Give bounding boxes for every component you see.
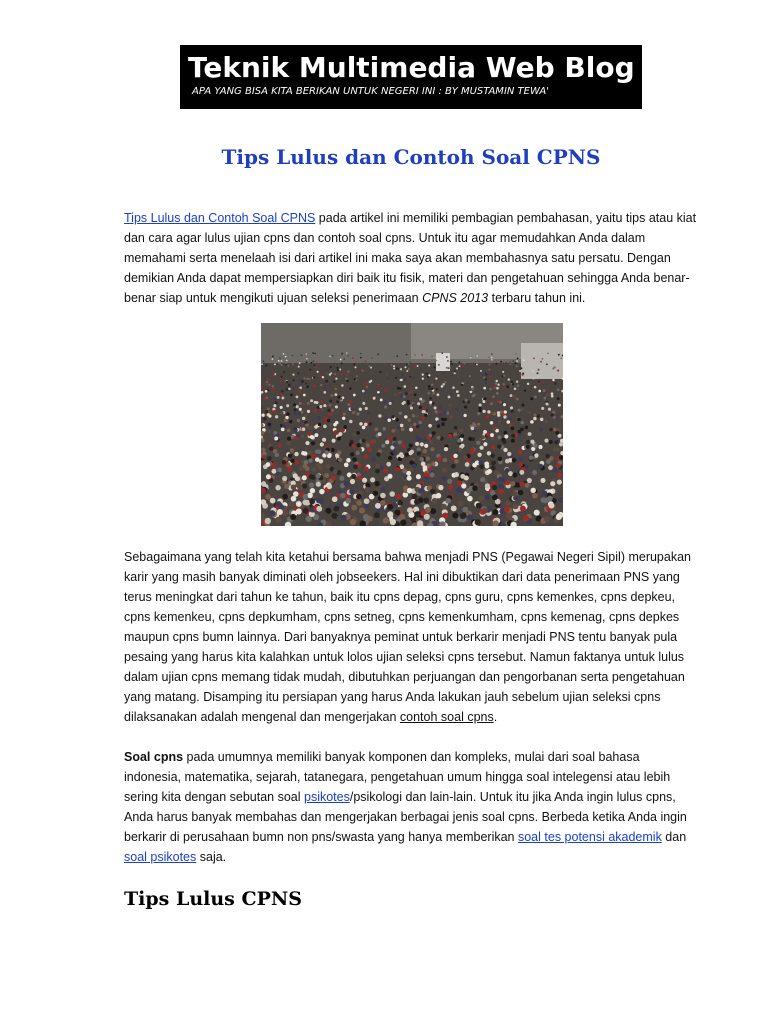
intro-text-1: pada artikel ini memiliki pembagian pembahasan, yaitu tips atau kiat dan cara agar lulus ujian cpns dan contoh soal cpns. Untuk itu agar memudahkan Anda dalam memahami serta menelaah isi dari artikel ini maka saya akan membahasnya satu persatu. Dengan demikian Anda dapat mempersiapkan diri baik itu fisik, materi dan pengetahuan sehingga Anda benar-benar siap untuk mengikuti ujuan seleksi penerimaan xyxy=(124,211,697,305)
blog-title: Teknik Multimedia Web Blog xyxy=(188,51,635,84)
para3-text-1: pada umumnya memiliki banyak komponen dan kompleks, mulai dari soal bahasa indonesia, matematika, sejarah, tatanegara, pengetahuan umum hingga soal intelegensi atau lebih sering kita dengan sebutan soal xyxy=(124,750,671,804)
contoh-soal-link[interactable]: contoh soal cpns xyxy=(399,710,494,724)
blog-tagline: APA YANG BISA KITA BERIKAN UNTUK NEGERI INI : BY MUSTAMIN TEWA' xyxy=(192,86,549,97)
intro-paragraph xyxy=(124,208,698,308)
section-heading: Tips Lulus CPNS xyxy=(124,888,302,910)
tes-potensi-akademik-link[interactable]: soal tes potensi akademik xyxy=(517,830,662,844)
psikotes-link[interactable]: psikotes xyxy=(304,790,350,804)
body-paragraph-3 xyxy=(124,747,698,867)
intro-text-2: terbaru tahun ini. xyxy=(488,291,586,305)
para2-text-1: Sebagaimana yang telah kita ketahui bersama bahwa menjadi PNS (Pegawai Negeri Sipil) merupakan karir yang masih banyak diminati oleh jobseekers. Hal ini dibuktikan dari data penerimaan PNS yang terus meningkat dari tahun ke tahun, baik itu cpns depag, cpns guru, cpns kemenkes, cpns depkeu, cpns kemenkeu, cpns depkumham, cpns setneg, cpns kemenkumham, cpns kemenag, cpns depkes maupun cpns bumn lainnya. Dari banyaknya peminat untuk berkarir menjadi PNS tentu banyak pula pesaing yang harus kita kalahkan untuk lolos ujian seleksi cpns tersebut. Namun faktanya untuk lulus dalam ujian cpns memang tidak mudah, dibutuhkan perjuangan dan pengorbanan serta pengetahuan yang matang. Disamping itu persiapan yang harus Anda lakukan jauh sebelum ujian seleksi cpns dilaksanakan adalah mengenal dan mengerjakan xyxy=(124,550,691,724)
soal-psikotes-link[interactable]: soal psikotes xyxy=(124,850,197,864)
para3-text-4: saja. xyxy=(196,850,227,864)
intro-title-link[interactable]: Tips Lulus dan Contoh Soal CPNS xyxy=(124,211,316,225)
article-title: Tips Lulus dan Contoh Soal CPNS xyxy=(221,145,601,169)
para2-text-2: . xyxy=(493,710,498,724)
para3-bold-text: Soal cpns xyxy=(124,750,184,764)
crowd-exam-photo xyxy=(261,323,563,526)
blog-header-banner[interactable] xyxy=(180,45,642,109)
para3-text-3: dan xyxy=(661,830,687,844)
intro-italic-text: CPNS 2013 xyxy=(422,291,489,305)
para3-text-2: /psikologi dan lain-lain. Untuk itu jika Anda ingin lulus cpns, Anda harus banyak membahas dan mengerjakan berbagai jenis soal cpns. Berbeda ketika Anda ingin berkarir di perusahaan bumn non pns/swasta yang hanya memberikan xyxy=(124,790,687,844)
body-paragraph-2 xyxy=(124,547,698,727)
